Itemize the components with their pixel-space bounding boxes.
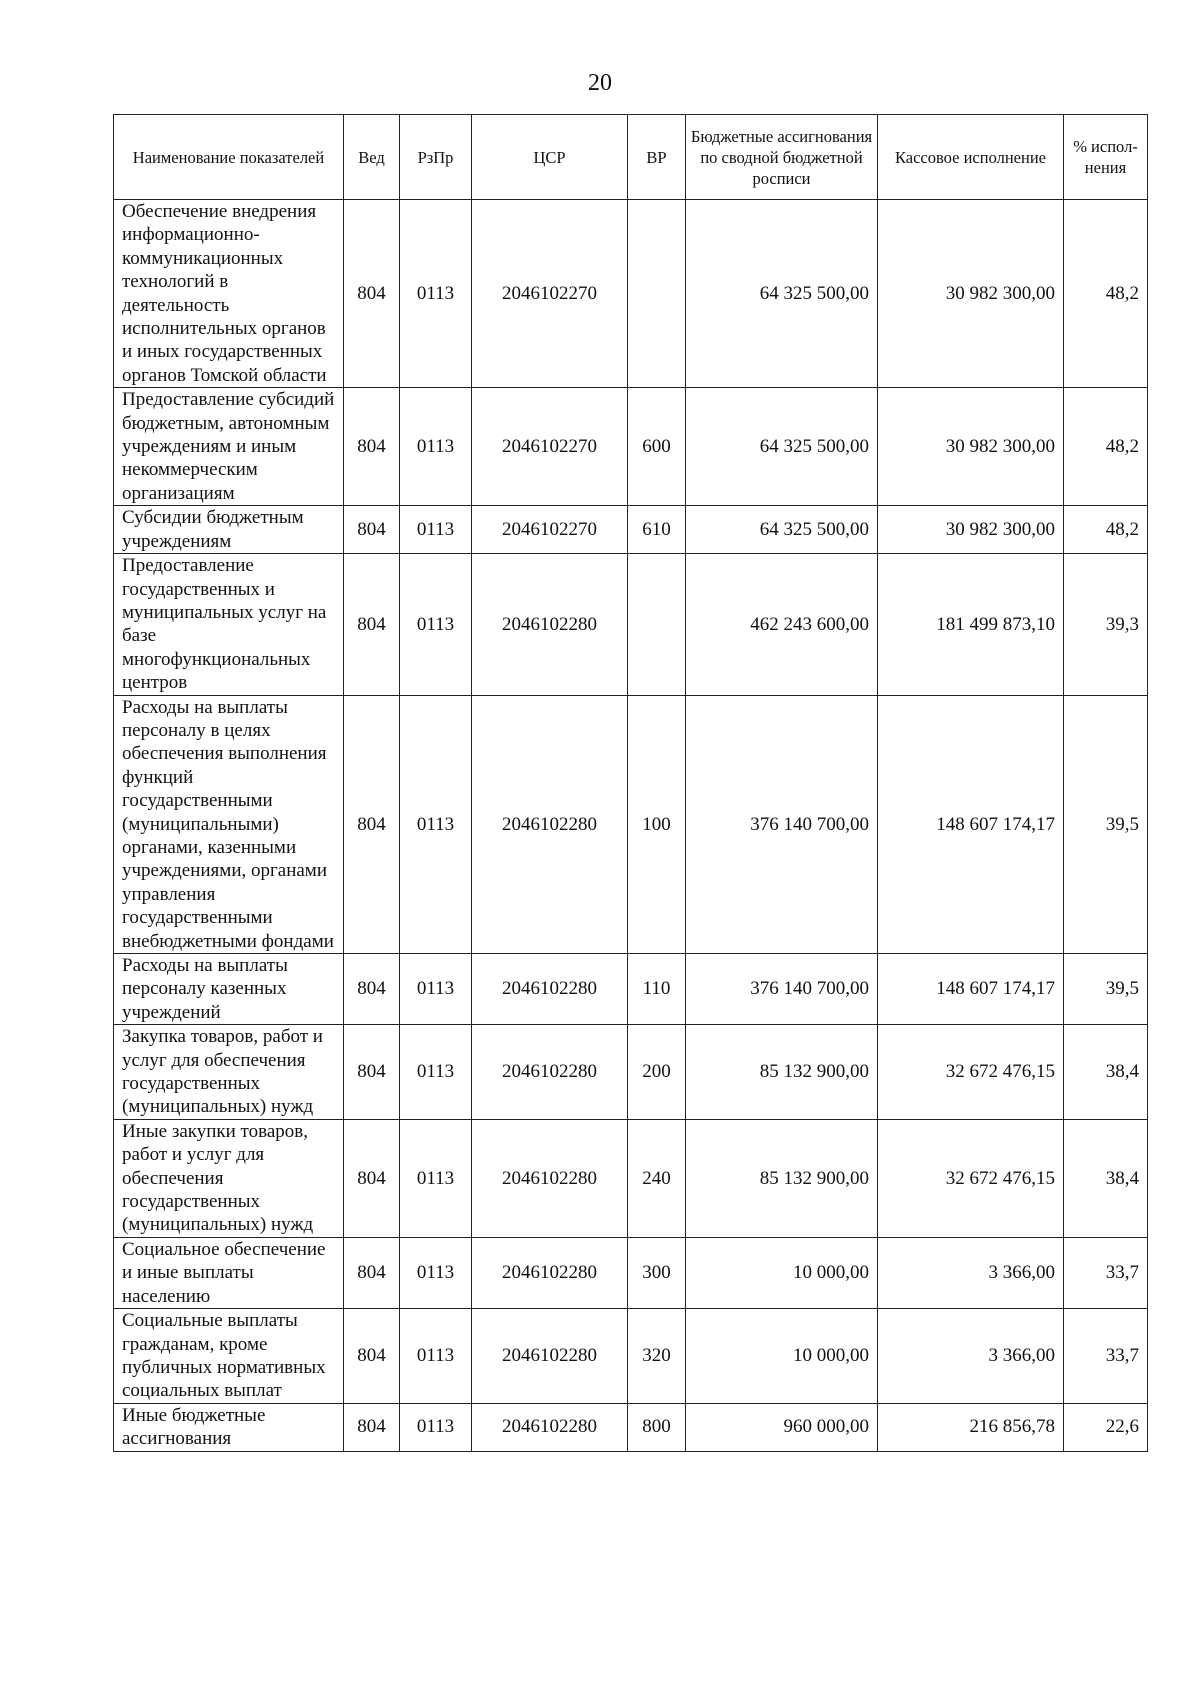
row-budget: 10 000,00 [686, 1309, 878, 1404]
row-rzpr: 0113 [400, 695, 472, 953]
row-rzpr: 0113 [400, 554, 472, 695]
row-name: Предоставление государственных и муниципальных услуг на базе многофункциональных центров [114, 554, 344, 695]
row-csr: 2046102280 [472, 554, 628, 695]
table-row [114, 695, 1148, 953]
row-pct: 39,5 [1064, 954, 1148, 1025]
row-cash: 216 856,78 [878, 1403, 1064, 1451]
budget-execution-table [113, 114, 1148, 1452]
row-name: Закупка товаров, работ и услуг для обеспечения государственных (муниципальных) нужд [114, 1025, 344, 1120]
table-row [114, 1119, 1148, 1237]
row-cash: 32 672 476,15 [878, 1025, 1064, 1120]
row-name: Иные закупки товаров, работ и услуг для обеспечения государственных (муниципальных) нужд [114, 1119, 344, 1237]
row-rzpr: 0113 [400, 1025, 472, 1120]
row-vr [628, 554, 686, 695]
row-budget: 960 000,00 [686, 1403, 878, 1451]
row-rzpr: 0113 [400, 506, 472, 554]
row-rzpr: 0113 [400, 1309, 472, 1404]
row-cash: 30 982 300,00 [878, 200, 1064, 388]
row-csr: 2046102270 [472, 200, 628, 388]
row-ved: 804 [344, 1403, 400, 1451]
header-vr: ВР [628, 115, 686, 200]
row-vr [628, 200, 686, 388]
row-pct: 33,7 [1064, 1237, 1148, 1308]
row-ved: 804 [344, 1119, 400, 1237]
header-budget: Бюджетные ассигнования по сводной бюджетной росписи [686, 115, 878, 200]
row-pct: 39,5 [1064, 695, 1148, 953]
row-ved: 804 [344, 506, 400, 554]
row-budget: 85 132 900,00 [686, 1025, 878, 1120]
table-row [114, 200, 1148, 388]
row-rzpr: 0113 [400, 954, 472, 1025]
row-csr: 2046102280 [472, 1119, 628, 1237]
row-name: Субсидии бюджетным учреждениям [114, 506, 344, 554]
row-vr: 200 [628, 1025, 686, 1120]
header-csr: ЦСР [472, 115, 628, 200]
row-csr: 2046102280 [472, 1025, 628, 1120]
row-budget: 85 132 900,00 [686, 1119, 878, 1237]
row-name: Предоставление субсидий бюджетным, автономным учреждениям и иным некоммерческим организациям [114, 388, 344, 506]
row-name: Иные бюджетные ассигнования [114, 1403, 344, 1451]
row-budget: 64 325 500,00 [686, 388, 878, 506]
table-body [114, 200, 1148, 1452]
row-csr: 2046102280 [472, 954, 628, 1025]
row-pct: 38,4 [1064, 1025, 1148, 1120]
row-budget: 376 140 700,00 [686, 695, 878, 953]
row-pct: 33,7 [1064, 1309, 1148, 1404]
row-cash: 30 982 300,00 [878, 388, 1064, 506]
row-name: Социальное обеспечение и иные выплаты населению [114, 1237, 344, 1308]
row-cash: 30 982 300,00 [878, 506, 1064, 554]
row-ved: 804 [344, 200, 400, 388]
table-row [114, 506, 1148, 554]
row-budget: 376 140 700,00 [686, 954, 878, 1025]
row-ved: 804 [344, 695, 400, 953]
row-cash: 3 366,00 [878, 1237, 1064, 1308]
row-pct: 22,6 [1064, 1403, 1148, 1451]
header-pct: % испол-нения [1064, 115, 1148, 200]
row-pct: 48,2 [1064, 506, 1148, 554]
row-csr: 2046102280 [472, 1309, 628, 1404]
row-cash: 148 607 174,17 [878, 695, 1064, 953]
table-row [114, 554, 1148, 695]
row-cash: 32 672 476,15 [878, 1119, 1064, 1237]
table-row [114, 954, 1148, 1025]
header-ved: Вед [344, 115, 400, 200]
row-vr: 600 [628, 388, 686, 506]
row-name: Расходы на выплаты персоналу в целях обеспечения выполнения функций государственными (муниципальными) органами, казенными учреждениями, органами управления государственными внебюджетными фондами [114, 695, 344, 953]
table-header-row [114, 115, 1148, 200]
row-ved: 804 [344, 1025, 400, 1120]
table-row [114, 1403, 1148, 1451]
page-number: 20 [588, 70, 612, 96]
table-row [114, 1025, 1148, 1120]
row-vr: 800 [628, 1403, 686, 1451]
row-vr: 320 [628, 1309, 686, 1404]
row-csr: 2046102270 [472, 506, 628, 554]
row-cash: 3 366,00 [878, 1309, 1064, 1404]
header-cash: Кассовое исполнение [878, 115, 1064, 200]
row-budget: 462 243 600,00 [686, 554, 878, 695]
row-vr: 100 [628, 695, 686, 953]
row-vr: 300 [628, 1237, 686, 1308]
row-ved: 804 [344, 388, 400, 506]
row-csr: 2046102280 [472, 1237, 628, 1308]
row-csr: 2046102270 [472, 388, 628, 506]
row-cash: 148 607 174,17 [878, 954, 1064, 1025]
row-ved: 804 [344, 954, 400, 1025]
row-budget: 64 325 500,00 [686, 506, 878, 554]
row-rzpr: 0113 [400, 388, 472, 506]
row-pct: 38,4 [1064, 1119, 1148, 1237]
row-budget: 10 000,00 [686, 1237, 878, 1308]
row-cash: 181 499 873,10 [878, 554, 1064, 695]
row-csr: 2046102280 [472, 695, 628, 953]
row-rzpr: 0113 [400, 1403, 472, 1451]
table-row [114, 1237, 1148, 1308]
row-budget: 64 325 500,00 [686, 200, 878, 388]
table-row [114, 388, 1148, 506]
row-rzpr: 0113 [400, 1237, 472, 1308]
header-name: Наименование показателей [114, 115, 344, 200]
row-csr: 2046102280 [472, 1403, 628, 1451]
row-vr: 610 [628, 506, 686, 554]
table-row [114, 1309, 1148, 1404]
row-name: Обеспечение внедрения информационно-коммуникационных технологий в деятельность исполнительных органов и иных государственных органов Томской области [114, 200, 344, 388]
row-name: Расходы на выплаты персоналу казенных учреждений [114, 954, 344, 1025]
row-rzpr: 0113 [400, 200, 472, 388]
row-pct: 48,2 [1064, 388, 1148, 506]
row-ved: 804 [344, 554, 400, 695]
row-ved: 804 [344, 1237, 400, 1308]
row-pct: 48,2 [1064, 200, 1148, 388]
row-rzpr: 0113 [400, 1119, 472, 1237]
row-name: Социальные выплаты гражданам, кроме публичных нормативных социальных выплат [114, 1309, 344, 1404]
row-pct: 39,3 [1064, 554, 1148, 695]
header-rzpr: РзПр [400, 115, 472, 200]
row-ved: 804 [344, 1309, 400, 1404]
row-vr: 110 [628, 954, 686, 1025]
row-vr: 240 [628, 1119, 686, 1237]
